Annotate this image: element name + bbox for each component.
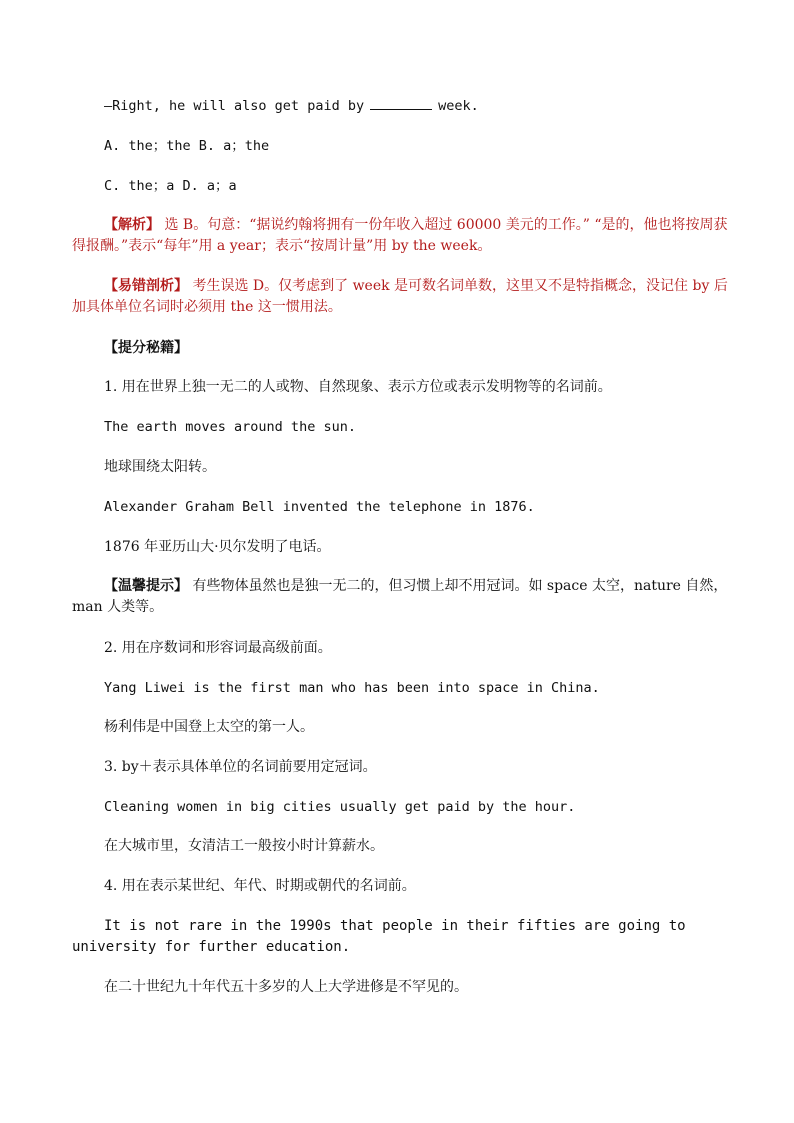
answer-blank xyxy=(370,97,432,110)
options-c-d: C. the；a D. a；a xyxy=(104,178,237,194)
example-5-chinese: 在二十世纪九十年代五十多岁的人上大学进修是不罕见的。 xyxy=(104,979,468,995)
warm-tip-paragraph xyxy=(72,576,732,618)
example-4-chinese: 在大城市里，女清洁工一般按小时计算薪水。 xyxy=(104,838,384,854)
rule-3: 3. by＋表示具体单位的名词前要用定冠词。 xyxy=(104,759,377,775)
warm-tip-tag: 【温馨提示】 xyxy=(104,578,188,594)
rule-1: 1. 用在世界上独一无二的人或物、自然现象、表示方位或表示发明物等的名词前。 xyxy=(104,379,612,395)
answer-line xyxy=(104,96,479,116)
tips-heading: 【提分秘籍】 xyxy=(104,340,188,356)
error-analysis-text: 考生误选 D。仅考虑到了 week 是可数名词单数，这里又不是特指概念，没记住 by 后加具体单位名词时必须用 the 这一惯用法。 xyxy=(72,278,728,315)
error-analysis-paragraph xyxy=(72,276,732,318)
options-a-b: A. the；the B. a；the xyxy=(104,138,270,154)
example-5-english: It is not rare in the 1990s that people in their fifties are going to university for further education. xyxy=(72,918,686,955)
analysis-paragraph xyxy=(72,215,732,257)
example-3-chinese: 杨利伟是中国登上太空的第一人。 xyxy=(104,719,314,735)
example-1-chinese: 地球围绕太阳转。 xyxy=(104,459,216,475)
rule-4: 4. 用在表示某世纪、年代、时期或朝代的名词前。 xyxy=(104,878,416,894)
answer-line-post: week. xyxy=(438,98,479,114)
analysis-text: 选 B。句意：“据说约翰将拥有一份年收入超过 60000 美元的工作。” “是的，他也将按周获得报酬。”表示“每年”用 a year；表示“按周计量”用 by the week。 xyxy=(72,217,728,254)
error-analysis-tag: 【易错剖析】 xyxy=(104,278,188,294)
rule-2: 2. 用在序数词和形容词最高级前面。 xyxy=(104,640,332,656)
example-2-english: Alexander Graham Bell invented the telephone in 1876. xyxy=(104,499,535,515)
example-2-chinese: 1876 年亚历山大·贝尔发明了电话。 xyxy=(104,539,331,555)
example-4-english: Cleaning women in big cities usually get paid by the hour. xyxy=(104,799,576,815)
warm-tip-text: 有些物体虽然也是独一无二的，但习惯上却不用冠词。如 space 太空，nature 自然，man 人类等。 xyxy=(72,578,728,615)
example-1-english: The earth moves around the sun. xyxy=(104,419,356,435)
example-3-english: Yang Liwei is the first man who has been into space in China. xyxy=(104,680,600,696)
analysis-tag: 【解析】 xyxy=(104,217,160,233)
answer-line-pre: —Right, he will also get paid by xyxy=(104,98,365,114)
